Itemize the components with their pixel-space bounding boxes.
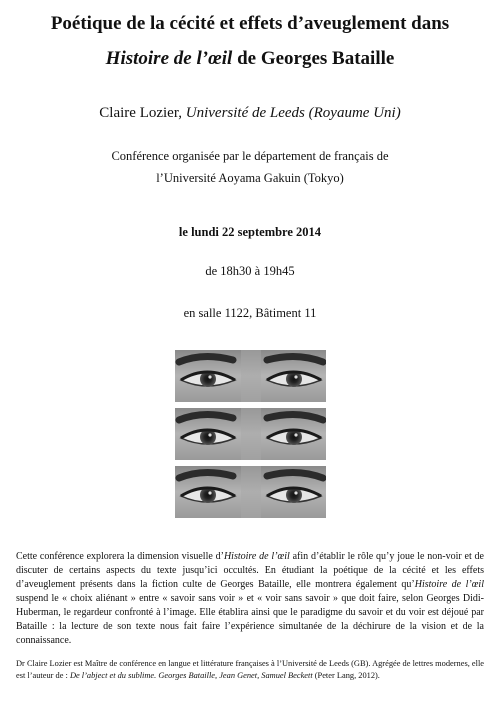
bio-book-title: De l’abject et du sublime. Georges Bataille, Jean Genet, Samuel Beckett <box>69 671 313 680</box>
title-author-part: de Georges Bataille <box>232 48 395 69</box>
abstract-text-3: suspend le « choix aliénant » entre « savoir sans voir » et « voir sans savoir » que doit faire, selon Georges Didi-Huberman, le regardeur confronté à l’image. Elle établira ainsi que le paradigme du savoir et du voir est déjoué par Bataille : la lecture de son texte nous fait faire l’expérience simultanée de la déchirure de la vision et de la connaissance. <box>16 593 484 646</box>
bio-text-1: Dr Claire Lozier est Maître de conférence en langue et littérature françaises à l’Université de Leeds (GB). Agrégée de lettres modernes, elle est l’auteur de : <box>16 659 484 680</box>
bio-text-2: (Peter Lang, 2012). <box>312 671 380 680</box>
organizer-line-1: Conférence organisée par le département de français de <box>111 149 389 163</box>
event-date: le lundi 22 septembre 2014 <box>178 225 322 239</box>
title-book-italic: Histoire de l’œil <box>105 48 233 69</box>
title-line-1: Poétique de la cécité et effets d’aveuglement dans <box>50 13 450 34</box>
event-time: de 18h30 à 19h45 <box>205 264 295 278</box>
title-line-2 <box>0 48 500 70</box>
speaker-bio <box>16 658 484 682</box>
eyes-photo <box>175 350 326 518</box>
abstract-book-title-1: Histoire de l’œil <box>223 551 290 562</box>
abstract-book-title-2: Histoire de l’œil <box>414 579 484 590</box>
abstract-text-1: Cette conférence explorera la dimension visuelle d’ <box>16 551 224 562</box>
event-room: en salle 1122, Bâtiment 11 <box>183 306 317 320</box>
abstract-text-2: afin d’établir le rôle qu’y joue le non-voir et de discuter de certains aspects du texte jusqu’ici occultés. En étudiant la poétique de la cécité et les effets d’aveuglement présents dans la fiction culte de Georges Bataille, elle montrera également qu’ <box>16 551 484 590</box>
speaker-name: Claire Lozier, <box>99 105 186 121</box>
speaker-line <box>0 104 500 122</box>
abstract-paragraph <box>16 550 484 648</box>
speaker-affiliation: Université de Leeds (Royaume Uni) <box>185 105 401 121</box>
organizer-line-2: l’Université Aoyama Gakuin (Tokyo) <box>156 171 344 185</box>
